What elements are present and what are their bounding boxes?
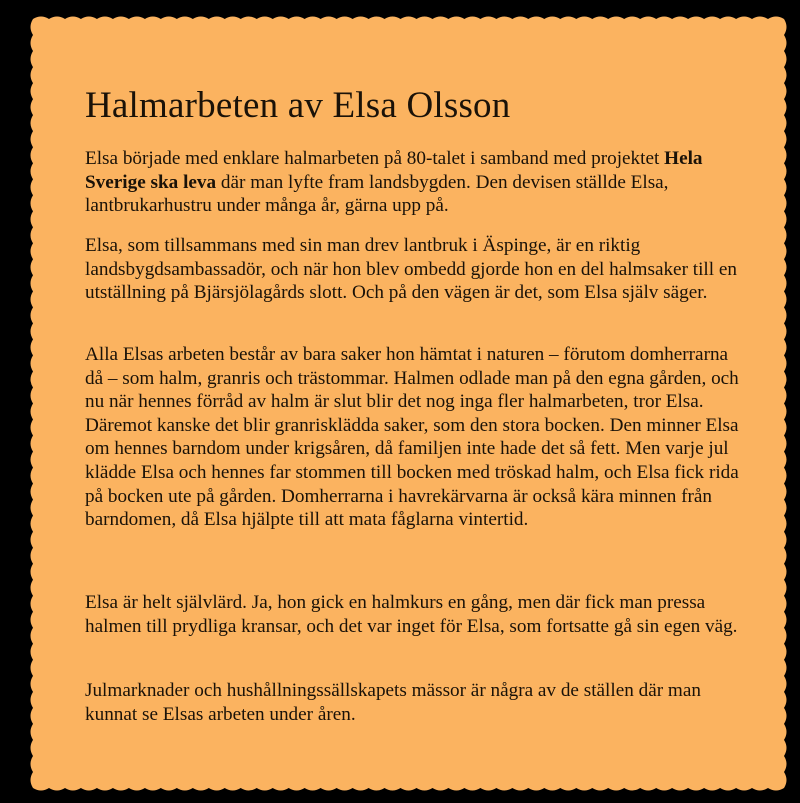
paragraph-1-text-before: Elsa började med enklare halmarbeten på 80-talet i samband med projektet — [85, 148, 665, 169]
project-name-bold: Hela Sverige ska leva — [85, 148, 703, 193]
paragraph-3: Alla Elsas arbeten består av bara saker hon hämtat i naturen – förutom domherrarna då – som halm, granris och trästommar. Halmen odlade man på den egna gården, och nu när hennes förråd av halm är slut blir det nog inga fler halmarbeten, tror Elsa. Däremot kanske det blir granrisklädda saker, som den stora bocken. Den minner Elsa om hennes barndom under krigsåren, då familjen inte hade det så fett. Men varje jul klädde Elsa och hennes far stommen till bocken med tröskad halm, och Elsa fick rida på bocken ute på gården. Domherrarna i havrekärvarna är också kära minnen från barndomen, då Elsa hjälpte till att mata fåglarna vintertid. — [85, 344, 739, 531]
paragraph-1-text-after: där man lyfte fram landsbygden. Den devisen ställde Elsa, lantbrukarhustru under många år, gärna upp på. — [85, 171, 669, 217]
paragraph-5: Julmarknader och hushållningssällskapets mässor är några av de ställen där man kunnat se Elsas arbeten under åren. — [85, 680, 701, 725]
paragraph-2: Elsa, som tillsammans med sin man drev lantbruk i Äspinge, är en riktig landsbygdsambassadör, och när hon blev ombedd gjorde hon en del halmsaker till en utställning på Bjärsjölagårds slott. Och på den vägen är det, som Elsa själv säger. — [85, 235, 737, 304]
document-content — [85, 84, 745, 725]
paragraph-4: Elsa är helt självlärd. Ja, hon gick en halmkurs en gång, men där fick man pressa halmen till prydliga kransar, och det var inget för Elsa, som fortsatte gå sin egen väg. — [85, 592, 738, 637]
document-title: Halmarbeten av Elsa Olsson — [85, 85, 511, 126]
paragraph-1 — [85, 147, 745, 218]
